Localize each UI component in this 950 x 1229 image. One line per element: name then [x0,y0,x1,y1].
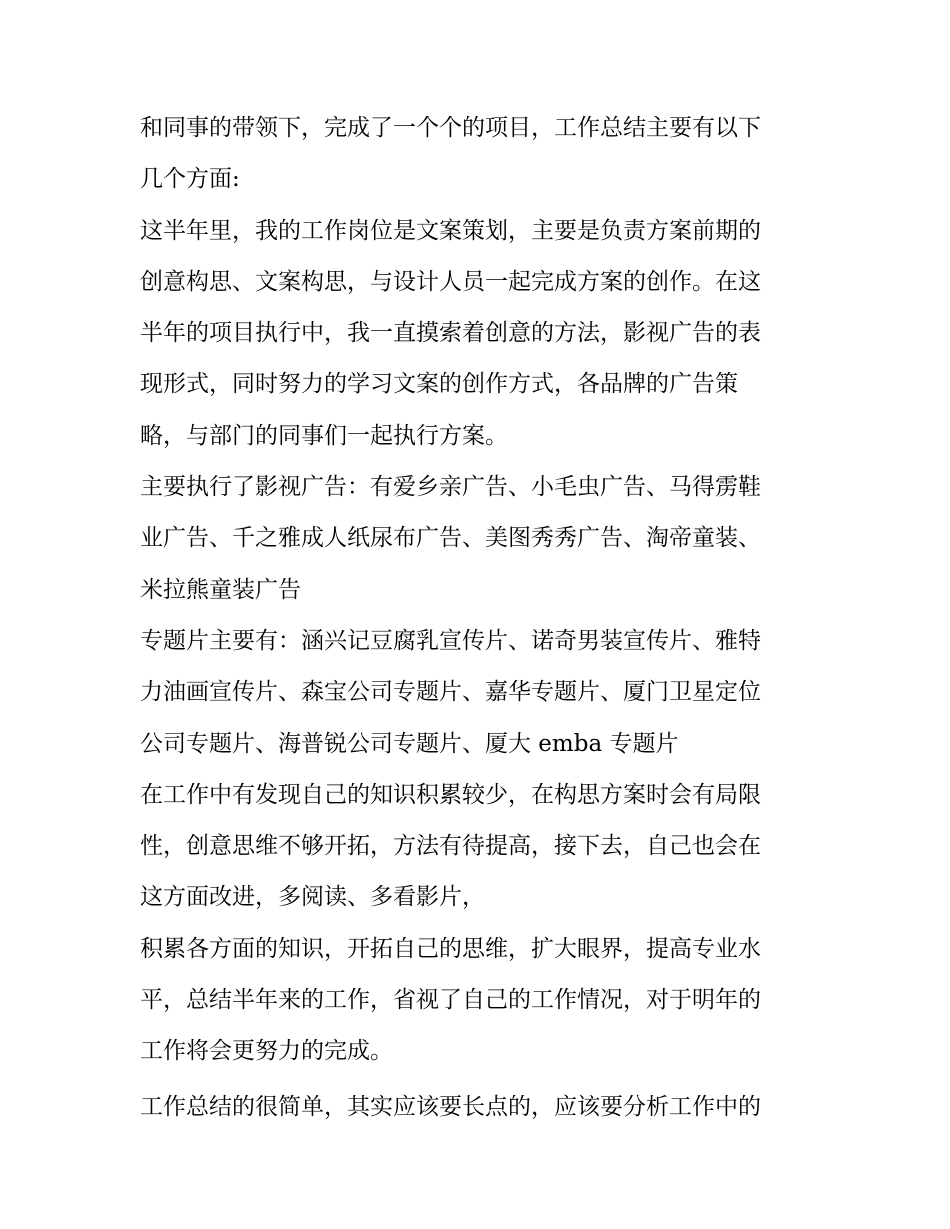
paragraph-improvement [140,924,820,1078]
text-line: 略，与部门的同事们一起执行方案。 [140,422,508,449]
text-line: 力油画宣传片、森宝公司专题片、嘉华专题片、厦门卫星定位 [140,679,761,706]
text-line: 这方面改进，多阅读、多看影片， [140,884,485,911]
paragraph-tv-ads [140,462,820,616]
text-line: 在工作中有发现自己的知识积累较少，在构思方案时会有局限 [140,781,761,808]
text-line: 和同事的带领下，完成了一个个的项目，工作总结主要有以下 [140,115,761,141]
text-line: 工作将会更努力的完成。 [140,1038,393,1065]
text-line: 半年的项目执行中，我一直摸索着创意的方法，影视广告的表 [140,320,761,347]
text-line: 平，总结半年来的工作，省视了自己的工作情况，对于明年的 [140,987,761,1014]
text-line: 性，创意思维不够开拓，方法有待提高，接下去，自己也会在 [140,833,761,860]
text-line: 现形式，同时努力的学习文案的创作方式，各品牌的广告策 [140,371,738,398]
document-body [140,103,820,1133]
text-line: 这半年里，我的工作岗位是文案策划，主要是负责方案前期的 [140,217,761,244]
text-line: 几个方面: [140,166,240,193]
text-line: 主要执行了影视广告：有爱乡亲广告、小毛虫广告、马得雳鞋 [140,474,761,501]
text-line: 创意构思、文案构思，与设计人员一起完成方案的创作。在这 [140,268,761,295]
text-line: 工作总结的很简单，其实应该要长点的，应该要分析工作中的 [140,1093,761,1120]
paragraph-shortcomings [140,770,820,924]
text-line: 专题片主要有：涵兴记豆腐乳宣传片、诺奇男装宣传片、雅特 [140,627,761,654]
text-line: 积累各方面的知识，开拓自己的思维，扩大眼界，提高专业水 [140,935,761,962]
text-line: 公司专题片、海普锐公司专题片、厦大 emba 专题片 [140,730,679,757]
paragraph-intro [140,103,820,206]
text-line: 业广告、千之雅成人纸尿布广告、美图秀秀广告、淘帝童装、 [140,525,761,552]
paragraph-job-role [140,206,820,462]
paragraph-closing [140,1082,820,1133]
paragraph-feature-films [140,616,820,770]
text-line: 米拉熊童装广告 [140,576,301,603]
